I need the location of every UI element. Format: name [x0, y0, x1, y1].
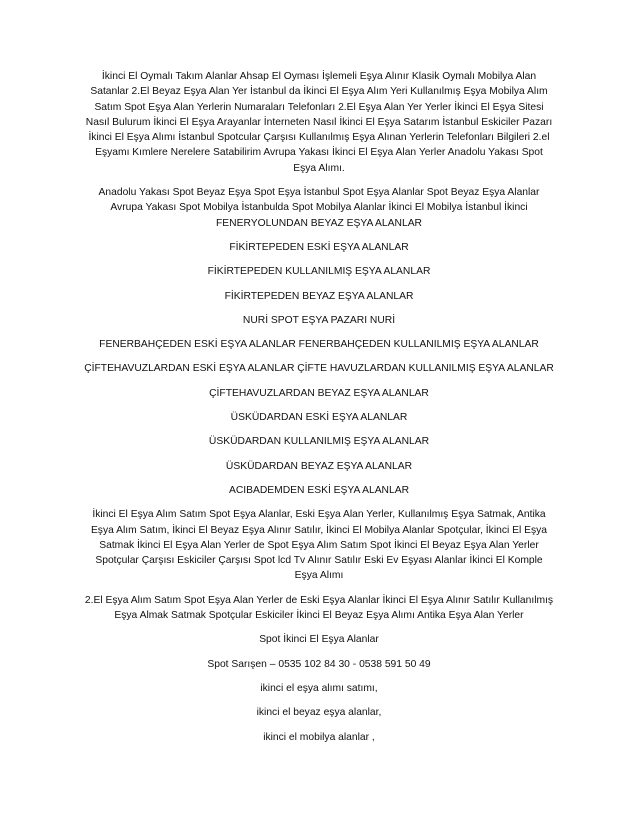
- line-ciftehavuzlardan-beyaz: ÇİFTEHAVUZLARDAN BEYAZ EŞYA ALANLAR: [209, 387, 429, 399]
- line-uskudardan-eski: ÜSKÜDARDAN ESKİ EŞYA ALANLAR: [230, 412, 408, 424]
- footer-line-alimi: ikinci el eşya alımı satımı,: [260, 682, 378, 694]
- line-ciftehavuzlardan-eski: ÇİFTEHAVUZLARDAN ESKİ EŞYA ALANLAR ÇİFTE HAVUZLARDAN KULLANILMIŞ EŞYA ALANLAR: [84, 363, 554, 375]
- line-uskudardan-kullanilmis: ÜSKÜDARDAN KULLANILMIŞ EŞYA ALANLAR: [208, 436, 430, 448]
- footer-line-mobilya: ikinci el mobilya alanlar ,: [263, 731, 375, 743]
- paragraph-intro: İkinci El Oymalı Takım Alanlar Ahsap El Oyması İşlemeli Eşya Alınır Klasik Oymalı Mobilya Alan Satanlar 2.El Beyaz Eşya Alan Yer İstanbul da İkinci El Eşya Alım Yeri Kullanılmış Eşya Mobilya Alım Satım Spot Eşya Alan Yerlerin Numaraları Telefonları 2.El Eşya Alan Yer Yerler İkinci El Eşya Sitesi Nasıl Bulurum İkinci El Eşya Arayanlar İnterneten Nasıl İkinci El Eşya Satarım İstanbul Eskiciler Pazarı İkinci El Eşya Alımı İstanbul Spotcular Çarşısı Kullanılmış Eşya Alınan Yerlerin Telefonları Bilgileri 2.el Eşyamı Kımlere Nerelere Satabilirim Avrupa Yakası İkinci El Eşya Alan Yerler Anadolu Yakası Spot Eşya Alımı.: [85, 71, 553, 174]
- line-fikirtepeden-beyaz: FİKİRTEPEDEN BEYAZ EŞYA ALANLAR: [224, 290, 414, 302]
- paragraph-alim-satim: İkinci El Eşya Alım Satım Spot Eşya Alanlar, Eski Eşya Alan Yerler, Kullanılmış Eşya Satmak, Antika Eşya Alım Satım, İkinci El Beyaz Eşya Alınır Satılır, İkinci El Mobilya Alanlar Spotçular, İkinci El Eşya Satmak İkinci El Eşya Alan Yerler de Spot Eşya Alım Satım Spot İkinci El Beyaz Eşya Alan Yerler Spotçular Çarşısı Eskiciler Çarşısı Spot lcd Tv Alınır Satılır Eski Ev Eşyası Alanlar İkinci El Komple Eşya Alımı: [90, 509, 548, 582]
- footer-line-spot: Spot İkinci El Eşya Alanlar: [259, 634, 379, 646]
- line-fenerbahceden: FENERBAHÇEDEN ESKİ EŞYA ALANLAR FENERBAHÇEDEN KULLANILMIŞ EŞYA ALANLAR: [99, 339, 539, 351]
- line-acibademden-eski: ACIBADEMDEN ESKİ EŞYA ALANLAR: [228, 484, 410, 496]
- line-fikirtepeden-eski: FİKİRTEPEDEN ESKİ EŞYA ALANLAR: [229, 241, 409, 253]
- line-fikirtepeden-kullanilmis: FİKİRTEPEDEN KULLANILMIŞ EŞYA ALANLAR: [207, 266, 431, 278]
- paragraph-anadolu: Anadolu Yakası Spot Beyaz Eşya Spot Eşya İstanbul Spot Eşya Alanlar Spot Beyaz Eşya Alanlar Avrupa Yakası Spot Mobilya İstanbulda Spot Mobilya Alanlar İkinci El Mobilya İstanbul İkinci FENERYOLUNDAN BEYAZ EŞYA ALANLAR: [98, 187, 540, 229]
- footer-line-beyaz: ikinci el beyaz eşya alanlar,: [256, 707, 382, 719]
- paragraph-2el-esya: 2.El Eşya Alım Satım Spot Eşya Alan Yerler de Eski Eşya Alanlar İkinci El Eşya Alınır Satılır Kullanılmış Eşya Almak Satmak Spotçular Eskiciler İkinci El Beyaz Eşya Alımı Antika Eşya Alan Yerler: [84, 594, 554, 622]
- line-uskudardan-beyaz: ÜSKÜDARDAN BEYAZ EŞYA ALANLAR: [225, 460, 413, 472]
- line-nuri-spot: NURİ SPOT EŞYA PAZARI NURİ: [242, 314, 396, 326]
- footer-line-contact: Spot Sarışen – 0535 102 84 30 - 0538 591 50 49: [207, 658, 431, 670]
